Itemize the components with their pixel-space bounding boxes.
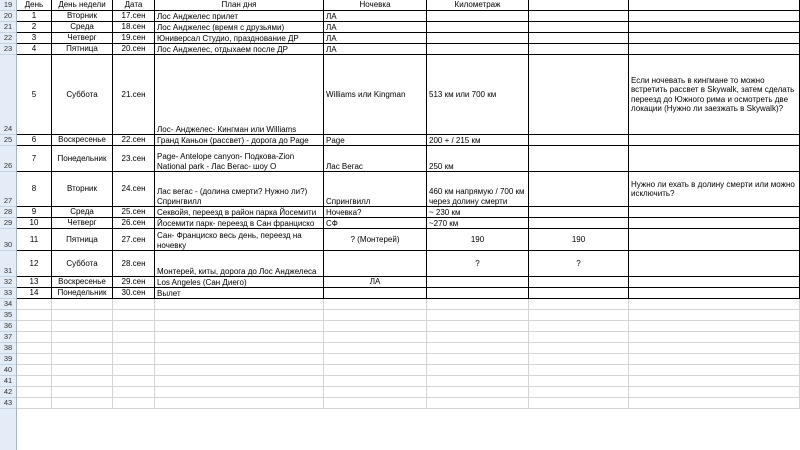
empty-cell[interactable] <box>52 332 113 343</box>
empty-cell[interactable] <box>427 321 529 332</box>
cell-g[interactable]: ? <box>529 251 629 277</box>
cell-mileage[interactable] <box>427 22 529 33</box>
empty-cell[interactable] <box>52 321 113 332</box>
cell-date[interactable]: 22.сен <box>113 135 155 146</box>
cell-date[interactable]: 30.сен <box>113 288 155 299</box>
cell-lodging[interactable]: ЛА <box>324 44 427 55</box>
row-number[interactable]: 22 <box>0 33 16 44</box>
row-number[interactable]: 28 <box>0 207 16 218</box>
cell-g[interactable] <box>529 146 629 172</box>
row-number[interactable]: 40 <box>0 365 16 376</box>
empty-cell[interactable] <box>52 387 113 398</box>
row-number[interactable]: 30 <box>0 229 16 251</box>
cell-plan[interactable]: Йосемити парк- переезд в Сан франциско <box>155 218 324 229</box>
cell-day[interactable]: 5 <box>17 55 52 135</box>
empty-cell[interactable] <box>629 376 800 387</box>
cell-weekday[interactable]: Среда <box>52 207 113 218</box>
header-h[interactable] <box>629 0 800 11</box>
cell-mileage[interactable]: ~ 230 км <box>427 207 529 218</box>
cell-plan[interactable]: Сан- Франциско весь день, переезд на ночевку <box>155 229 324 251</box>
cell-lodging[interactable]: Спрингвилл <box>324 172 427 207</box>
row-number[interactable]: 21 <box>0 22 16 33</box>
empty-cell[interactable] <box>113 332 155 343</box>
empty-cell[interactable] <box>17 398 52 409</box>
cell-mileage[interactable] <box>427 277 529 288</box>
header-mileage[interactable]: Километраж <box>427 0 529 11</box>
cell-g[interactable] <box>529 11 629 22</box>
empty-cell[interactable] <box>427 387 529 398</box>
empty-cell[interactable] <box>52 310 113 321</box>
empty-cell[interactable] <box>629 398 800 409</box>
cell-lodging[interactable]: ЛА <box>324 33 427 44</box>
cell-g[interactable] <box>529 218 629 229</box>
empty-cell[interactable] <box>324 365 427 376</box>
cell-h[interactable] <box>629 135 800 146</box>
cell-date[interactable]: 26.сен <box>113 218 155 229</box>
cell-day[interactable]: 10 <box>17 218 52 229</box>
empty-cell[interactable] <box>52 376 113 387</box>
cell-weekday[interactable]: Понедельник <box>52 288 113 299</box>
cell-mileage[interactable]: 460 км напрямую / 700 км через долину смерти <box>427 172 529 207</box>
empty-cell[interactable] <box>17 321 52 332</box>
cell-lodging[interactable]: Ночевка? <box>324 207 427 218</box>
header-day[interactable]: День <box>17 0 52 11</box>
empty-cell[interactable] <box>427 376 529 387</box>
row-number[interactable]: 43 <box>0 398 16 409</box>
empty-cell[interactable] <box>155 354 324 365</box>
empty-cell[interactable] <box>155 310 324 321</box>
cell-h[interactable] <box>629 207 800 218</box>
header-g[interactable] <box>529 0 629 11</box>
cell-day[interactable]: 12 <box>17 251 52 277</box>
empty-cell[interactable] <box>113 299 155 310</box>
cell-h[interactable] <box>629 288 800 299</box>
cell-mileage[interactable] <box>427 288 529 299</box>
row-number[interactable]: 29 <box>0 218 16 229</box>
empty-cell[interactable] <box>529 332 629 343</box>
cell-h[interactable] <box>629 11 800 22</box>
row-number[interactable]: 32 <box>0 277 16 288</box>
empty-cell[interactable] <box>529 387 629 398</box>
cell-date[interactable]: 25.сен <box>113 207 155 218</box>
cell-mileage[interactable] <box>427 11 529 22</box>
empty-cell[interactable] <box>324 376 427 387</box>
empty-cell[interactable] <box>17 310 52 321</box>
empty-cell[interactable] <box>155 321 324 332</box>
cell-date[interactable]: 21.сен <box>113 55 155 135</box>
row-number[interactable]: 38 <box>0 343 16 354</box>
cell-day[interactable]: 7 <box>17 146 52 172</box>
cell-day[interactable]: 6 <box>17 135 52 146</box>
empty-cell[interactable] <box>113 310 155 321</box>
empty-cell[interactable] <box>629 310 800 321</box>
cell-day[interactable]: 9 <box>17 207 52 218</box>
cell-h[interactable] <box>629 218 800 229</box>
cell-day[interactable]: 4 <box>17 44 52 55</box>
empty-cell[interactable] <box>529 365 629 376</box>
cell-g[interactable] <box>529 44 629 55</box>
empty-cell[interactable] <box>324 398 427 409</box>
empty-cell[interactable] <box>113 398 155 409</box>
cell-h[interactable] <box>629 277 800 288</box>
row-number[interactable]: 20 <box>0 11 16 22</box>
empty-cell[interactable] <box>17 299 52 310</box>
cell-g[interactable] <box>529 135 629 146</box>
row-number[interactable]: 31 <box>0 251 16 277</box>
cell-date[interactable]: 24.сен <box>113 172 155 207</box>
empty-cell[interactable] <box>427 310 529 321</box>
cell-plan[interactable]: Los Angeles (Сан Диего) <box>155 277 324 288</box>
empty-cell[interactable] <box>629 354 800 365</box>
cell-g[interactable] <box>529 55 629 135</box>
empty-cell[interactable] <box>529 299 629 310</box>
row-number[interactable]: 19 <box>0 0 16 11</box>
cell-lodging[interactable]: Williams или Kingman <box>324 55 427 135</box>
cell-h[interactable] <box>629 146 800 172</box>
row-number[interactable]: 27 <box>0 172 16 207</box>
empty-cell[interactable] <box>17 332 52 343</box>
empty-cell[interactable] <box>17 387 52 398</box>
row-number[interactable]: 26 <box>0 146 16 172</box>
header-plan[interactable]: План дня <box>155 0 324 11</box>
empty-cell[interactable] <box>17 365 52 376</box>
empty-cell[interactable] <box>113 365 155 376</box>
cell-mileage[interactable]: ? <box>427 251 529 277</box>
row-number[interactable]: 35 <box>0 310 16 321</box>
cell-h[interactable] <box>629 251 800 277</box>
cell-date[interactable]: 18.сен <box>113 22 155 33</box>
cell-g[interactable] <box>529 33 629 44</box>
cell-weekday[interactable]: Среда <box>52 22 113 33</box>
cell-lodging[interactable] <box>324 251 427 277</box>
empty-cell[interactable] <box>155 376 324 387</box>
empty-cell[interactable] <box>629 365 800 376</box>
cell-plan[interactable]: Лос Анджелес, отдыхаем после ДР <box>155 44 324 55</box>
cell-lodging[interactable]: ЛА <box>324 277 427 288</box>
empty-cell[interactable] <box>427 354 529 365</box>
empty-cell[interactable] <box>52 299 113 310</box>
cell-mileage[interactable]: 190 <box>427 229 529 251</box>
empty-cell[interactable] <box>529 310 629 321</box>
empty-cell[interactable] <box>427 398 529 409</box>
empty-cell[interactable] <box>324 343 427 354</box>
cell-h[interactable] <box>629 229 800 251</box>
empty-cell[interactable] <box>324 321 427 332</box>
empty-cell[interactable] <box>155 387 324 398</box>
cell-mileage[interactable]: ~270 км <box>427 218 529 229</box>
empty-cell[interactable] <box>324 310 427 321</box>
empty-cell[interactable] <box>155 299 324 310</box>
header-weekday[interactable]: День недели <box>52 0 113 11</box>
row-number[interactable]: 34 <box>0 299 16 310</box>
empty-cell[interactable] <box>155 343 324 354</box>
empty-cell[interactable] <box>529 343 629 354</box>
empty-cell[interactable] <box>324 332 427 343</box>
cell-g[interactable]: 190 <box>529 229 629 251</box>
cell-date[interactable]: 19.сен <box>113 33 155 44</box>
cell-plan[interactable]: Лас вегас - (долина смерти? Нужно ли?) Спрингвилл <box>155 172 324 207</box>
header-date[interactable]: Дата <box>113 0 155 11</box>
empty-cell[interactable] <box>155 332 324 343</box>
cell-plan[interactable]: Вылет <box>155 288 324 299</box>
cell-lodging[interactable]: ЛА <box>324 11 427 22</box>
cell-lodging[interactable]: Page <box>324 135 427 146</box>
cell-date[interactable]: 27.сен <box>113 229 155 251</box>
cell-day[interactable]: 1 <box>17 11 52 22</box>
cell-weekday[interactable]: Пятница <box>52 44 113 55</box>
cell-lodging[interactable]: СФ <box>324 218 427 229</box>
empty-cell[interactable] <box>17 376 52 387</box>
empty-cell[interactable] <box>52 343 113 354</box>
empty-cell[interactable] <box>427 332 529 343</box>
cell-g[interactable] <box>529 22 629 33</box>
cell-g[interactable] <box>529 207 629 218</box>
cell-plan[interactable]: Гранд Каньон (рассвет) - дорога до Page <box>155 135 324 146</box>
empty-cell[interactable] <box>629 299 800 310</box>
empty-cell[interactable] <box>155 365 324 376</box>
cell-mileage[interactable] <box>427 44 529 55</box>
cell-h[interactable] <box>629 22 800 33</box>
row-number[interactable]: 42 <box>0 387 16 398</box>
cell-h[interactable]: Нужно ли ехать в долину смерти или можно исключить? <box>629 172 800 207</box>
cell-g[interactable] <box>529 288 629 299</box>
cell-weekday[interactable]: Воскресенье <box>52 277 113 288</box>
empty-cell[interactable] <box>52 365 113 376</box>
empty-cell[interactable] <box>324 354 427 365</box>
cell-mileage[interactable] <box>427 33 529 44</box>
row-number[interactable]: 23 <box>0 44 16 55</box>
row-number[interactable]: 33 <box>0 288 16 299</box>
cell-lodging[interactable]: Лас Вегас <box>324 146 427 172</box>
empty-cell[interactable] <box>113 321 155 332</box>
cell-plan[interactable]: Лос Анджелес прилет <box>155 11 324 22</box>
empty-cell[interactable] <box>427 299 529 310</box>
cell-date[interactable]: 29.сен <box>113 277 155 288</box>
empty-cell[interactable] <box>629 387 800 398</box>
cell-weekday[interactable]: Понедельник <box>52 146 113 172</box>
cell-h[interactable] <box>629 44 800 55</box>
cell-day[interactable]: 13 <box>17 277 52 288</box>
empty-cell[interactable] <box>113 354 155 365</box>
empty-cell[interactable] <box>629 332 800 343</box>
cell-day[interactable]: 11 <box>17 229 52 251</box>
cell-weekday[interactable]: Вторник <box>52 172 113 207</box>
cell-plan[interactable]: Лос Анджелес (время с друзьями) <box>155 22 324 33</box>
empty-cell[interactable] <box>629 343 800 354</box>
cell-plan[interactable]: Юниверсал Студио, празднование ДР <box>155 33 324 44</box>
cell-lodging[interactable]: ? (Монтерей) <box>324 229 427 251</box>
cell-day[interactable]: 14 <box>17 288 52 299</box>
cell-weekday[interactable]: Четверг <box>52 218 113 229</box>
cell-weekday[interactable]: Пятница <box>52 229 113 251</box>
cell-day[interactable]: 8 <box>17 172 52 207</box>
row-number[interactable]: 24 <box>0 55 16 135</box>
cell-mileage[interactable]: 513 км или 700 км <box>427 55 529 135</box>
cell-date[interactable]: 17.сен <box>113 11 155 22</box>
cell-date[interactable]: 28.сен <box>113 251 155 277</box>
cell-weekday[interactable]: Воскресенье <box>52 135 113 146</box>
empty-cell[interactable] <box>324 387 427 398</box>
row-number[interactable]: 25 <box>0 135 16 146</box>
cell-h[interactable] <box>629 33 800 44</box>
empty-cell[interactable] <box>52 398 113 409</box>
cell-h[interactable]: Если ночевать в кингмане то можно встретить рассвет в Skywalk, затем сделать переезд до Южного рима и осмотреть две локации (Нужно ли заезжать в Skywalk)? <box>629 55 800 135</box>
cell-plan[interactable]: Монтерей, киты, дорога до Лос Анджелеса <box>155 251 324 277</box>
cell-plan[interactable]: Page- Antelope canyon- Подкова-Zion National park - Лас Вегас- шоу О <box>155 146 324 172</box>
empty-cell[interactable] <box>52 354 113 365</box>
cell-day[interactable]: 2 <box>17 22 52 33</box>
cell-date[interactable]: 23.сен <box>113 146 155 172</box>
empty-cell[interactable] <box>324 299 427 310</box>
cell-lodging[interactable]: ЛА <box>324 22 427 33</box>
cell-mileage[interactable]: 200 + / 215 км <box>427 135 529 146</box>
row-number[interactable]: 39 <box>0 354 16 365</box>
cell-weekday[interactable]: Вторник <box>52 11 113 22</box>
cell-lodging[interactable] <box>324 288 427 299</box>
row-number[interactable]: 36 <box>0 321 16 332</box>
empty-cell[interactable] <box>529 376 629 387</box>
empty-cell[interactable] <box>529 398 629 409</box>
cell-day[interactable]: 3 <box>17 33 52 44</box>
cell-g[interactable] <box>529 277 629 288</box>
cell-date[interactable]: 20.сен <box>113 44 155 55</box>
cell-weekday[interactable]: Четверг <box>52 33 113 44</box>
cell-weekday[interactable]: Суббота <box>52 251 113 277</box>
empty-cell[interactable] <box>113 343 155 354</box>
row-number[interactable]: 41 <box>0 376 16 387</box>
empty-cell[interactable] <box>155 398 324 409</box>
empty-cell[interactable] <box>427 343 529 354</box>
row-number[interactable]: 37 <box>0 332 16 343</box>
cell-mileage[interactable]: 250 км <box>427 146 529 172</box>
empty-cell[interactable] <box>113 387 155 398</box>
empty-cell[interactable] <box>17 343 52 354</box>
empty-cell[interactable] <box>427 365 529 376</box>
header-lodging[interactable]: Ночевка <box>324 0 427 11</box>
cell-g[interactable] <box>529 172 629 207</box>
cell-plan[interactable]: Секвойя, переезд в район парка Йосемити <box>155 207 324 218</box>
cell-weekday[interactable]: Суббота <box>52 55 113 135</box>
cell-plan[interactable]: Лос- Анджелес- Кингман или Williams <box>155 55 324 135</box>
empty-cell[interactable] <box>17 354 52 365</box>
empty-cell[interactable] <box>529 321 629 332</box>
empty-cell[interactable] <box>113 376 155 387</box>
empty-cell[interactable] <box>529 354 629 365</box>
empty-cell[interactable] <box>629 321 800 332</box>
